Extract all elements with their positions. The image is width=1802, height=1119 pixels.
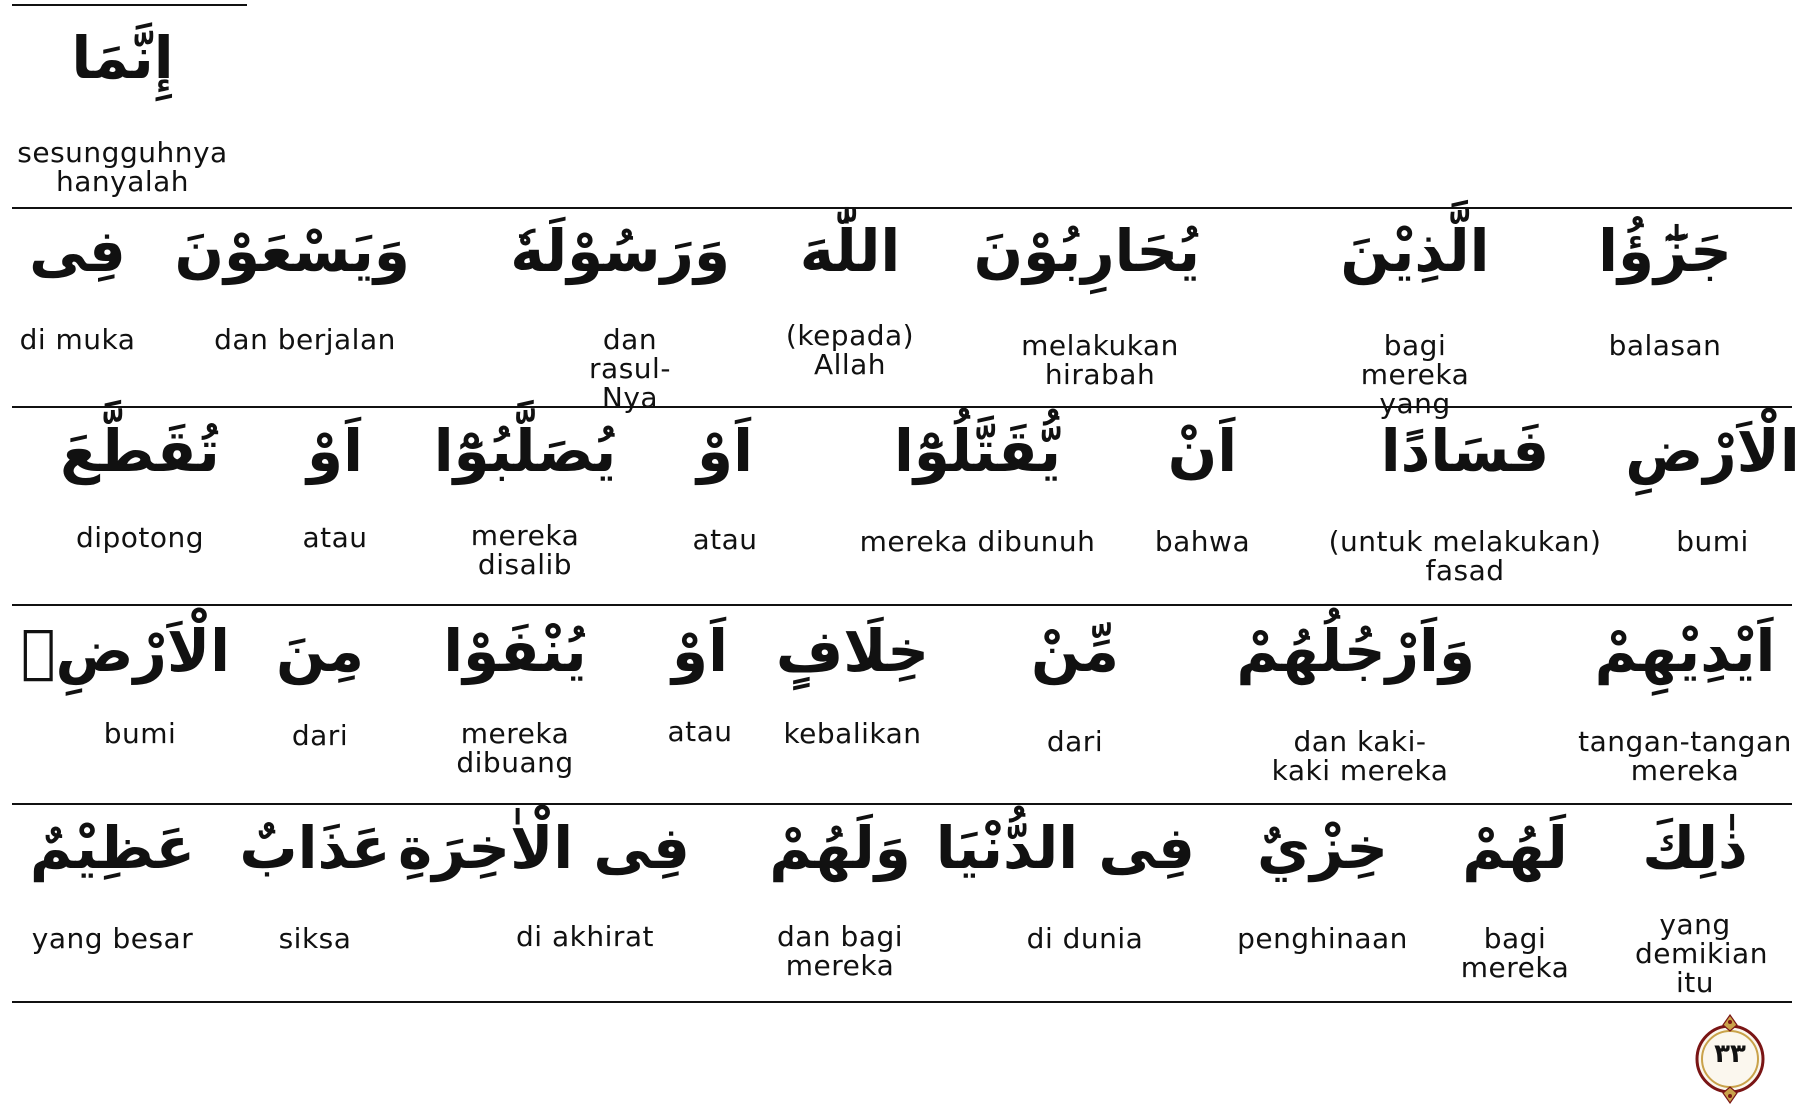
translation: atau xyxy=(692,523,758,556)
row-divider xyxy=(12,1001,1792,1003)
arabic-word: اللّٰهَ xyxy=(799,217,901,285)
word-pair xyxy=(990,615,1160,756)
translation: bagi mereka yang xyxy=(1360,329,1470,420)
arabic-word: فِى الْاٰخِرَةِ xyxy=(397,814,690,882)
arabic-word: فَسَادًا xyxy=(1380,417,1550,485)
translation: bumi xyxy=(103,717,177,750)
word-pair xyxy=(973,215,1200,391)
arabic-word: إِنَّمَا xyxy=(71,24,174,92)
arabic-word: لَهُمْ xyxy=(1462,814,1568,882)
word-pair xyxy=(425,415,625,579)
arabic-word: يُحَارِبُوْنَ xyxy=(973,217,1200,285)
word-pair xyxy=(397,812,690,953)
translation: melakukan hirabah xyxy=(1021,329,1179,391)
arabic-word: وَيَسْعَوْنَ xyxy=(174,217,410,285)
arabic-word: عَذَابٌ xyxy=(239,814,391,882)
word-pair xyxy=(20,812,205,953)
arabic-word: الَّذِيْنَ xyxy=(1340,217,1490,285)
translation: dan bagi mereka xyxy=(776,920,904,982)
arabic-word: خِزْيٌ xyxy=(1256,814,1389,882)
arabic-word: اَنْ xyxy=(1167,417,1238,485)
word-pair xyxy=(230,812,400,953)
row-divider xyxy=(12,207,1792,209)
arabic-word: اَوْ xyxy=(672,617,728,685)
arabic-word: جَزَٰٓؤُا xyxy=(1598,217,1732,285)
arabic-word: مِّنْ xyxy=(1030,617,1120,685)
translation: yang besar xyxy=(31,922,194,955)
word-pair xyxy=(435,615,595,777)
translation: bahwa xyxy=(1154,525,1251,558)
word-pair xyxy=(770,615,935,748)
page-number: ٣٣ xyxy=(1714,1039,1746,1069)
word-pair xyxy=(1570,215,1760,360)
translation: mereka dibuang xyxy=(456,717,574,779)
translation: (kepada) Allah xyxy=(785,319,915,381)
word-pair xyxy=(5,215,150,354)
translation: di muka xyxy=(19,323,136,356)
translation: sesungguhnya hanyalah xyxy=(17,136,228,198)
row-divider xyxy=(12,604,1792,606)
translation: dari xyxy=(1046,725,1104,758)
translation: di dunia xyxy=(1026,922,1144,955)
arabic-word: اَيْدِيْهِمْ xyxy=(1594,617,1776,685)
translation: siksa xyxy=(278,922,352,955)
word-pair xyxy=(650,615,750,746)
translation: dan rasul-Nya xyxy=(589,323,671,414)
word-pair xyxy=(280,415,390,552)
word-pair xyxy=(1300,215,1530,418)
translation: dipotong xyxy=(75,521,205,554)
translation: atau xyxy=(302,521,368,554)
word-pair xyxy=(1440,812,1590,982)
arabic-word: خِلَافٍ xyxy=(775,617,930,685)
arabic-word: اَوْ xyxy=(697,417,753,485)
arabic-word: وَرَسُوْلَهٗ xyxy=(510,217,730,285)
arabic-word: الْاَرْضِۗ xyxy=(20,617,230,685)
word-pair xyxy=(174,215,410,356)
word-pair-top xyxy=(0,22,245,196)
word-pair xyxy=(1120,415,1285,556)
word-pair xyxy=(255,615,385,750)
word-pair xyxy=(40,415,240,552)
translation: mereka dibunuh xyxy=(859,525,1096,558)
word-pair xyxy=(1615,812,1775,997)
translation: mereka disalib xyxy=(470,519,580,581)
word-pair xyxy=(20,615,230,750)
arabic-word: عَظِيْمٌ xyxy=(29,814,196,882)
translation: atau xyxy=(667,715,733,748)
word-pair xyxy=(1620,415,1802,556)
translation: kebalikan xyxy=(783,717,922,750)
arabic-word: فِى xyxy=(29,217,126,285)
arabic-word: اَوْ xyxy=(307,417,363,485)
translation: tangan-tangan mereka xyxy=(1578,725,1792,787)
translation: (untuk melakukan) fasad xyxy=(1328,525,1602,587)
page-number-badge xyxy=(1693,1013,1767,1105)
word-pair xyxy=(845,415,1110,556)
translation: yang demikian itu xyxy=(1635,908,1768,999)
arabic-word: الْاَرْضِ xyxy=(1625,417,1800,485)
translation: dan kaki-kaki mereka xyxy=(1271,725,1449,787)
word-pair xyxy=(755,812,925,980)
word-pair xyxy=(670,415,780,554)
arabic-word: مِنَ xyxy=(275,617,365,685)
arabic-word: يُّقَتَّلُوْٓا xyxy=(893,417,1062,485)
word-pair xyxy=(1230,812,1415,953)
arabic-word: وَاَرْجُلُهُمْ xyxy=(1236,617,1475,685)
translation: balasan xyxy=(1608,329,1722,362)
top-rule xyxy=(12,4,247,6)
word-pair xyxy=(1565,615,1802,785)
translation: penghinaan xyxy=(1237,922,1408,955)
arabic-word: تُقَطَّعَ xyxy=(60,417,220,485)
arabic-word: وَلَهُمْ xyxy=(769,814,911,882)
row-divider xyxy=(12,803,1792,805)
word-pair xyxy=(935,812,1195,955)
translation: dari xyxy=(291,719,349,752)
arabic-word: فِى الدُّنْيَا xyxy=(935,814,1195,882)
word-pair xyxy=(510,215,730,414)
translation: dan berjalan xyxy=(214,323,396,356)
word-pair xyxy=(770,215,930,379)
translation: di akhirat xyxy=(516,920,654,953)
translation: bagi mereka xyxy=(1460,922,1570,984)
translation: bumi xyxy=(1676,525,1749,558)
arabic-word: ذٰلِكَ xyxy=(1642,814,1748,882)
word-pair xyxy=(1236,615,1475,787)
arabic-word: يُصَلَّبُوْٓا xyxy=(433,417,617,485)
word-pair xyxy=(1310,415,1620,585)
arabic-word: يُنْفَوْا xyxy=(443,617,587,685)
